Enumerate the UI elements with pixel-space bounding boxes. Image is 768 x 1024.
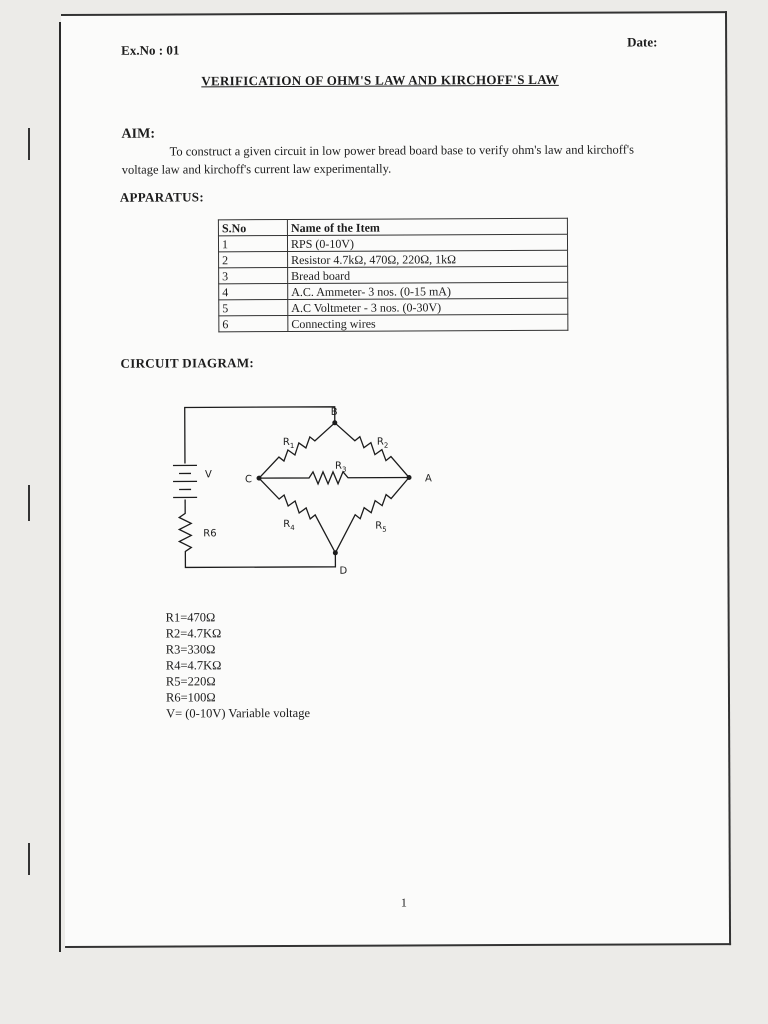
- cell-sno: 1: [218, 236, 287, 252]
- table-row: [219, 314, 568, 332]
- punch-mark-1: [28, 128, 30, 160]
- resistor-r4: [259, 478, 335, 553]
- node-d-dot: [333, 550, 338, 555]
- resistor-r6: [179, 507, 191, 557]
- value-r3: R3=330Ω: [165, 642, 216, 657]
- node-b-label: B: [330, 406, 338, 418]
- page-number: 1: [400, 895, 407, 910]
- circuit-diagram: [163, 394, 494, 595]
- r2-label: $R_2$: [376, 436, 389, 450]
- node-a-dot: [407, 475, 412, 480]
- r5-label: $R_5$: [375, 520, 387, 534]
- battery-symbol: [173, 465, 197, 497]
- cell-item: Resistor 4.7kΩ, 470Ω, 220Ω, 1kΩ: [288, 250, 568, 267]
- exercise-number: Ex.No : 01: [121, 42, 180, 58]
- circuit-heading: CIRCUIT DIAGRAM:: [120, 355, 255, 371]
- cell-sno: 6: [219, 316, 288, 332]
- column-header-item: Name of the Item: [287, 218, 567, 235]
- cell-item: RPS (0-10V): [287, 234, 567, 251]
- cell-item: A.C Voltmeter - 3 nos. (0-30V): [288, 298, 568, 315]
- r4-label: $R_4$: [283, 519, 295, 533]
- node-d-label: D: [339, 565, 348, 577]
- apparatus-table: [218, 218, 568, 333]
- r6-label: R6: [203, 528, 217, 540]
- table-row: [219, 266, 568, 284]
- resistor-r1: [259, 423, 335, 478]
- wire-top: [185, 407, 335, 464]
- punch-mark-3: [28, 843, 30, 875]
- resistor-r3: [259, 471, 409, 484]
- r1-label: $R_1$: [282, 437, 295, 451]
- aim-text: To construct a given circuit in low power bread board base to verify ohm's law and kirchoff's voltage law and kirchoff's current law experimentally.: [121, 142, 635, 177]
- cell-item: Bread board: [288, 266, 568, 283]
- punch-mark-2: [28, 485, 30, 521]
- node-b-dot: [332, 420, 337, 425]
- cell-sno: 2: [219, 252, 288, 268]
- cell-item: Connecting wires: [288, 314, 568, 331]
- resistor-r5: [335, 477, 409, 552]
- node-c-dot: [257, 476, 262, 481]
- column-header-sno: S.No: [218, 220, 287, 236]
- node-a-label: A: [425, 473, 432, 485]
- table-header-row: [218, 218, 567, 236]
- cell-item: A.C. Ammeter- 3 nos. (0-15 mA): [288, 282, 568, 299]
- date-label: Date:: [627, 34, 658, 50]
- component-values: [166, 609, 310, 722]
- cell-sno: 5: [219, 300, 288, 316]
- cell-sno: 3: [219, 268, 288, 284]
- value-voltage: V= (0-10V) Variable voltage: [166, 705, 311, 721]
- value-r1: R1=470Ω: [165, 610, 216, 625]
- wire-bottom: [185, 553, 335, 568]
- value-r6: R6=100Ω: [165, 690, 216, 705]
- source-label: V: [204, 469, 212, 481]
- value-r4: R4=4.7KΩ: [165, 658, 222, 673]
- table-row: [219, 298, 568, 316]
- r3-label: $R_3$: [334, 460, 347, 474]
- document-page: [61, 11, 731, 948]
- table-row: [218, 234, 567, 252]
- table-row: [219, 282, 568, 300]
- apparatus-heading: APPARATUS:: [119, 189, 204, 205]
- aim-heading: AIM:: [121, 126, 155, 142]
- node-c-label: C: [245, 474, 253, 486]
- value-r2: R2=4.7KΩ: [165, 626, 222, 641]
- table-row: [219, 250, 568, 268]
- page-title: VERIFICATION OF OHM'S LAW AND KIRCHOFF'S LAW: [201, 71, 559, 89]
- cell-sno: 4: [219, 284, 288, 300]
- value-r5: R5=220Ω: [165, 674, 216, 689]
